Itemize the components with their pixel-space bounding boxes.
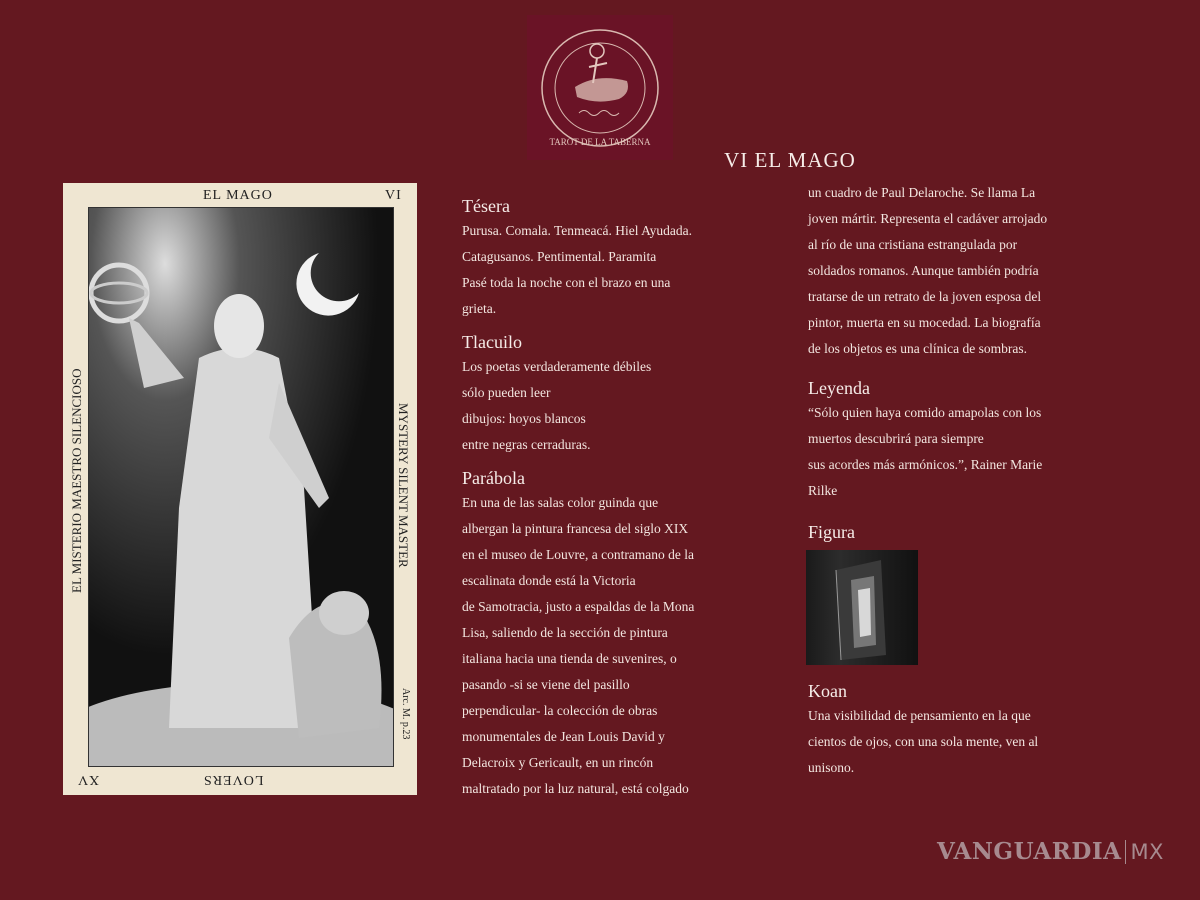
text-line: Los poetas verdaderamente débiles bbox=[462, 359, 652, 374]
text-line: en el museo de Louvre, a contramano de la bbox=[462, 547, 695, 562]
card-illustration bbox=[88, 207, 394, 767]
text-line: unisono. bbox=[808, 760, 855, 775]
text-line: de los objetos es una clínica de sombras. bbox=[808, 341, 1027, 356]
watermark-brand: VANGUARDIA bbox=[937, 838, 1122, 865]
text-line: soldados romanos. Aunque también podría bbox=[808, 263, 1039, 278]
text-line: de Samotracia, justo a espaldas de la Mona bbox=[462, 599, 695, 614]
tarot-de-la-taberna-logo bbox=[527, 15, 673, 160]
text-line: albergan la pintura francesa del siglo XIX bbox=[462, 521, 689, 536]
section-heading-leyenda: Leyenda bbox=[808, 378, 870, 398]
text-line: Purusa. Comala. Tenmeacá. Hiel Ayudada. bbox=[462, 223, 693, 238]
card-right-side-text: MYSTERY SILENT MASTER bbox=[396, 403, 411, 568]
text-line: monumentales de Jean Louis David y bbox=[462, 729, 665, 744]
text-line: cientos de ojos, con una sola mente, ven al bbox=[808, 734, 1039, 749]
text-line: Pasé toda la noche con el brazo en una bbox=[462, 275, 671, 290]
text-line: al río de una cristiana estrangulada por bbox=[808, 237, 1018, 252]
text-line: En una de las salas color guinda que bbox=[462, 495, 659, 510]
text-line: sólo pueden leer bbox=[462, 385, 551, 400]
section-heading-koan: Koan bbox=[808, 681, 847, 701]
text-line: muertos descubrirá para siempre bbox=[808, 431, 984, 446]
left-text-column bbox=[462, 184, 782, 802]
text-line: Delacroix y Gericault, en un rincón bbox=[462, 755, 654, 770]
section-heading-figura: Figura bbox=[808, 522, 855, 542]
card-bottom-title: LOVERS bbox=[203, 772, 264, 787]
text-line: maltratado por la luz natural, está colgado bbox=[462, 781, 689, 796]
text-line: escalinata donde está la Victoria bbox=[462, 573, 636, 588]
text-line: Una visibilidad de pensamiento en la que bbox=[808, 708, 1031, 723]
page-title: VI EL MAGO bbox=[724, 148, 856, 172]
section-heading-tlacuilo: Tlacuilo bbox=[462, 332, 522, 352]
section-heading-parabola: Parábola bbox=[462, 468, 525, 488]
text-line: sus acordes más armónicos.”, Rainer Marie bbox=[808, 457, 1043, 472]
text-line: perpendicular- la colección de obras bbox=[462, 703, 658, 718]
card-reference: Arc. M. p.23 bbox=[400, 688, 411, 740]
card-bottom-number: XV bbox=[77, 772, 100, 787]
text-line: italiana hacia una tienda de suvenires, o bbox=[462, 651, 677, 666]
text-line: Lisa, saliendo de la sección de pintura bbox=[462, 625, 668, 640]
text-line: Catagusanos. Pentimental. Paramita bbox=[462, 249, 657, 264]
text-line: “Sólo quien haya comido amapolas con los bbox=[808, 405, 1042, 420]
watermark-suffix: MX bbox=[1125, 840, 1164, 864]
text-line: Rilke bbox=[808, 483, 838, 498]
card-top-number: VI bbox=[385, 188, 402, 203]
figura-staircase-image bbox=[806, 550, 918, 665]
right-text-column bbox=[808, 180, 1128, 781]
text-line: grieta. bbox=[462, 301, 497, 316]
section-heading-tesera: Tésera bbox=[462, 196, 510, 216]
svg-text:TAROT DE LA TABERNA: TAROT DE LA TABERNA bbox=[549, 137, 651, 147]
text-line: pintor, muerta en su mocedad. La biografía bbox=[808, 315, 1041, 330]
text-line: dibujos: hoyos blancos bbox=[462, 411, 586, 426]
text-line: pasando -si se viene del pasillo bbox=[462, 677, 630, 692]
text-line: un cuadro de Paul Delaroche. Se llama La bbox=[808, 185, 1036, 200]
text-line: tratarse de un retrato de la joven esposa del bbox=[808, 289, 1042, 304]
vanguardia-watermark bbox=[937, 838, 1164, 865]
text-line: entre negras cerraduras. bbox=[462, 437, 591, 452]
tarot-card bbox=[63, 183, 417, 795]
card-left-side-text: EL MISTERIO MAESTRO SILENCIOSO bbox=[69, 368, 84, 593]
text-line: joven mártir. Representa el cadáver arrojado bbox=[808, 211, 1048, 226]
card-top-title: EL MAGO bbox=[203, 188, 273, 203]
